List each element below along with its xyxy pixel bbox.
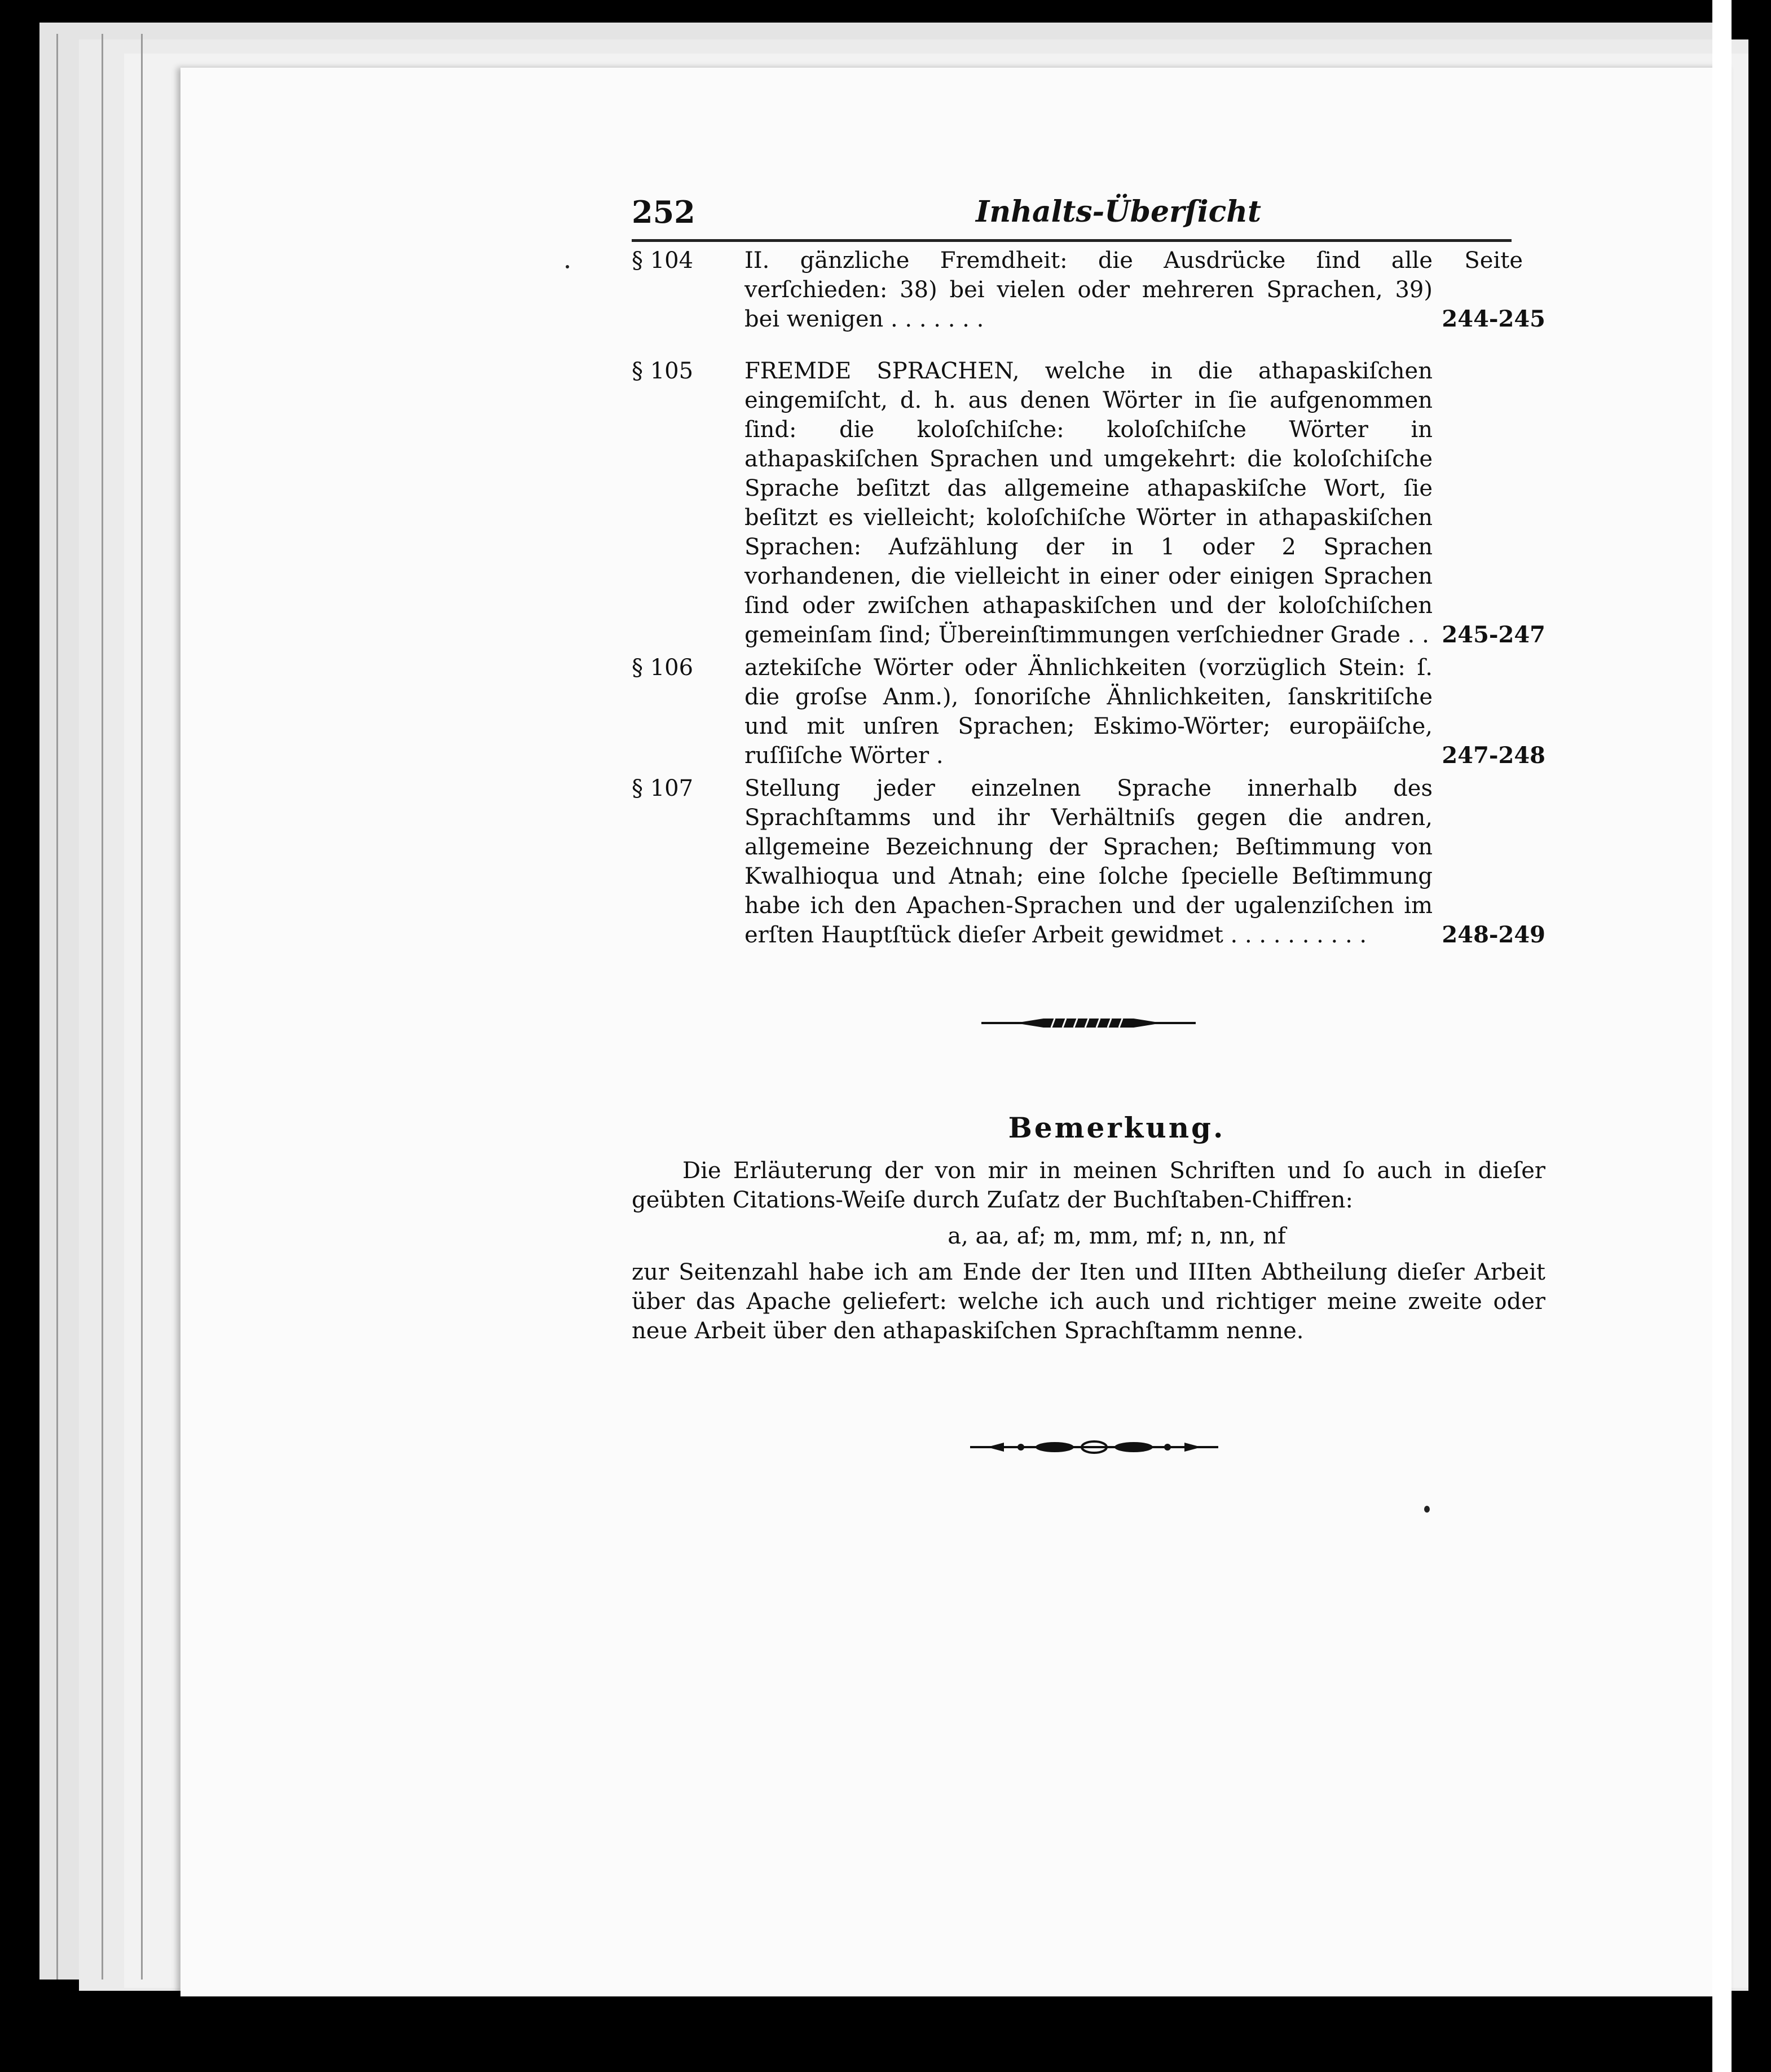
page-edge-line: [102, 34, 103, 1980]
remark-body: Die Erläuterung der von mir in meinen Schriften und ſo auch in dieſer geübten Citations-Weiſe durch Zuſatz der Buchſtaben-Chiffren:: [632, 1158, 1545, 1213]
ink-speck: [566, 265, 569, 268]
running-title: Inhalts-Überſicht: [976, 195, 1262, 229]
page-number: 252: [632, 194, 695, 230]
ornamental-divider: [632, 1012, 1545, 1046]
toc-entry-105: [632, 356, 1545, 650]
section-number: § 107: [632, 775, 694, 801]
page-edge-line: [141, 34, 143, 1980]
section-number: § 105: [632, 358, 694, 384]
entry-text: FREMDE SPRACHEN, welche in die athapaskiſchen eingemiſcht, d. h. aus denen Wörter in ſie aufgenommen ſind: die koloſchiſche: koloſchiſche Wörter in athapaskiſchen Sprachen und umgekehrt: die koloſchiſche Sprache beſitzt das allgemeine athapaskiſche Wort, ſie beſitzt es vielleicht; koloſchiſche Wörter in athapaskiſchen Sprachen: Aufzählung der in 1 oder 2 Sprachen vorhandenen, die vielleicht in einer oder einigen Sprachen ſind oder zwiſchen athapaskiſchen und der koloſchiſchen gemeinſam ſind; Übereinſtimmungen verſchiedner Grade . .: [744, 358, 1433, 648]
ornament-rule-icon: [981, 1012, 1196, 1034]
section-number: § 104: [632, 248, 694, 274]
page-range: 245-247: [1442, 621, 1545, 648]
page-range: 247-248: [1442, 742, 1545, 769]
page-range: 244-245: [1442, 306, 1545, 332]
header-rule: [632, 239, 1512, 242]
ornament-flourish-icon: [970, 1436, 1218, 1458]
remark-heading: Bemerkung.: [1008, 1111, 1226, 1144]
toc-entry-107: [632, 774, 1545, 950]
toc-entry-104: [632, 246, 1545, 334]
page-header: [632, 194, 1545, 243]
ornamental-divider: [632, 1436, 1545, 1470]
entry-text: Stellung jeder einzelnen Sprache innerhalb des Sprachſtamms und ihr Verhältniſs gegen die andren, allgemeine Bezeichnung der Sprachen; Beſtimmung von Kwalhioqua und Atnah; eine ſolche ſpecielle Beſtimmung habe ich den Apachen-Sprachen und der ugalenziſchen im erſten Hauptſtück dieſer Arbeit gewidmet . . . . . . . . . .: [744, 775, 1433, 948]
entry-text: aztekiſche Wörter oder Ähnlichkeiten (vorzüglich Stein: ſ. die groſse Anm.), ſonoriſche Ähnlichkeiten, ſanskritiſche und mit unſren Sprachen; Eskimo-Wörter; europäiſche, ruſſiſche Wörter .: [744, 655, 1433, 769]
section-number: § 106: [632, 655, 694, 681]
seite-label: Seite: [1464, 248, 1523, 274]
ink-speck: [1424, 1506, 1430, 1513]
remark-chiffren: a, aa, af; m, mm, mf; n, nn, nf: [948, 1223, 1286, 1249]
entry-text: II. gänzliche Fremdheit: die Ausdrücke ſind alle verſchieden: 38) bei vielen oder mehreren Sprachen, 39) bei wenigen . . . . . . .: [744, 248, 1433, 332]
right-margin-strip: [1712, 0, 1732, 2072]
page-edge-line: [56, 34, 58, 1980]
remark-tail: zur Seitenzahl habe ich am Ende der Iten und IIIten Abtheilung dieſer Arbeit über das Apache geliefert: welche ich auch und richtiger meine zweite oder neue Arbeit über den athapaskiſchen Sprachſtamm nenne.: [632, 1259, 1545, 1344]
page-text-block: [632, 194, 1545, 1470]
toc-entry-106: [632, 653, 1545, 770]
page-range: 248-249: [1442, 922, 1545, 948]
